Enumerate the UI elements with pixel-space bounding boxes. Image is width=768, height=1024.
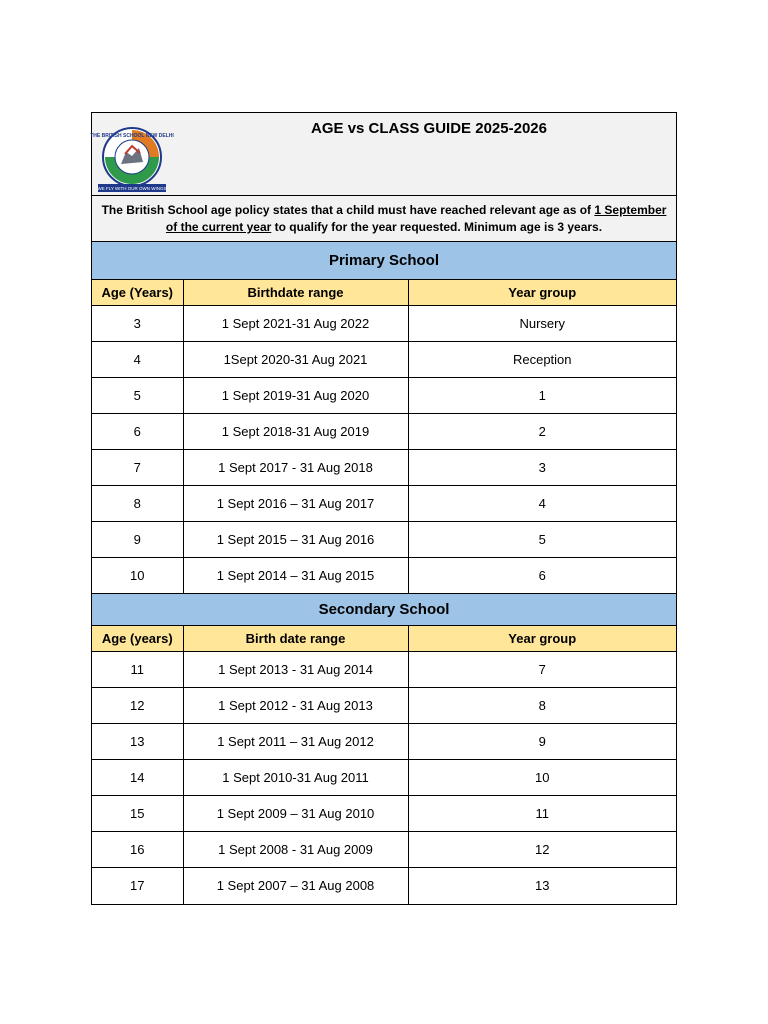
year-group-cell: 10 — [408, 760, 676, 796]
table-row — [92, 724, 676, 760]
logo-motto: WE FLY WITH OUR OWN WINGS — [97, 186, 167, 191]
year-group-cell: 12 — [408, 832, 676, 868]
birthdate-range-cell: 1 Sept 2007 – 31 Aug 2008 — [183, 868, 408, 904]
age-cell: 6 — [92, 414, 183, 450]
age-cell: 3 — [92, 306, 183, 342]
secondary-school-heading: Secondary School — [92, 594, 676, 626]
age-cell: 7 — [92, 450, 183, 486]
header — [92, 113, 676, 196]
year-group-cell: 3 — [408, 450, 676, 486]
policy-text-underlined: 1 September of the current year — [165, 203, 667, 234]
year-group-cell: 6 — [408, 558, 676, 594]
column-header-birthdate-range: Birth date range — [183, 626, 408, 652]
table-row — [92, 414, 676, 450]
year-group-cell: 11 — [408, 796, 676, 832]
table-row — [92, 342, 676, 378]
column-header-age: Age (Years) — [92, 280, 183, 306]
age-cell: 12 — [92, 688, 183, 724]
age-policy-text — [92, 196, 676, 242]
age-cell: 15 — [92, 796, 183, 832]
age-class-guide-sheet — [91, 112, 677, 905]
year-group-cell: 13 — [408, 868, 676, 904]
column-header-year-group: Year group — [408, 626, 676, 652]
age-cell: 8 — [92, 486, 183, 522]
birthdate-range-cell: 1 Sept 2015 – 31 Aug 2016 — [183, 522, 408, 558]
table-row — [92, 522, 676, 558]
birthdate-range-cell: 1 Sept 2018-31 Aug 2019 — [183, 414, 408, 450]
policy-text-part2: to qualify for the year requested. Minimum age is 3 years. — [271, 220, 603, 234]
age-cell: 16 — [92, 832, 183, 868]
logo-name: THE BRITISH SCHOOL NEW DELHI — [90, 133, 174, 139]
table-row — [92, 558, 676, 594]
age-cell: 9 — [92, 522, 183, 558]
birthdate-range-cell: 1 Sept 2009 – 31 Aug 2010 — [183, 796, 408, 832]
table-row — [92, 760, 676, 796]
age-cell: 13 — [92, 724, 183, 760]
secondary-school-table — [92, 626, 676, 904]
birthdate-range-cell: 1Sept 2020-31 Aug 2021 — [183, 342, 408, 378]
table-row — [92, 378, 676, 414]
year-group-cell: Reception — [408, 342, 676, 378]
age-cell: 4 — [92, 342, 183, 378]
age-cell: 11 — [92, 652, 183, 688]
table-row — [92, 832, 676, 868]
birthdate-range-cell: 1 Sept 2021-31 Aug 2022 — [183, 306, 408, 342]
table-row — [92, 868, 676, 904]
birthdate-range-cell: 1 Sept 2017 - 31 Aug 2018 — [183, 450, 408, 486]
year-group-cell: 2 — [408, 414, 676, 450]
primary-school-table — [92, 280, 676, 594]
birthdate-range-cell: 1 Sept 2008 - 31 Aug 2009 — [183, 832, 408, 868]
table-header-row — [92, 626, 676, 652]
year-group-cell: 4 — [408, 486, 676, 522]
birthdate-range-cell: 1 Sept 2014 – 31 Aug 2015 — [183, 558, 408, 594]
age-cell: 14 — [92, 760, 183, 796]
year-group-cell: 9 — [408, 724, 676, 760]
column-header-age: Age (years) — [92, 626, 183, 652]
page-title: AGE vs CLASS GUIDE 2025-2026 — [311, 120, 547, 137]
year-group-cell: 1 — [408, 378, 676, 414]
column-header-birthdate-range: Birthdate range — [183, 280, 408, 306]
policy-text-part1: The British School age policy states that a child must have reached relevant age as of — [101, 203, 595, 217]
primary-school-heading: Primary School — [92, 242, 676, 280]
table-row — [92, 486, 676, 522]
table-header-row — [92, 280, 676, 306]
birthdate-range-cell: 1 Sept 2019-31 Aug 2020 — [183, 378, 408, 414]
birthdate-range-cell: 1 Sept 2010-31 Aug 2011 — [183, 760, 408, 796]
birthdate-range-cell: 1 Sept 2016 – 31 Aug 2017 — [183, 486, 408, 522]
table-row — [92, 306, 676, 342]
table-row — [92, 688, 676, 724]
year-group-cell: 5 — [408, 522, 676, 558]
age-cell: 5 — [92, 378, 183, 414]
age-cell: 10 — [92, 558, 183, 594]
table-row — [92, 796, 676, 832]
age-cell: 17 — [130, 878, 145, 894]
table-row — [92, 450, 676, 486]
column-header-year-group: Year group — [408, 280, 676, 306]
birthdate-range-cell: 1 Sept 2012 - 31 Aug 2013 — [183, 688, 408, 724]
year-group-cell: 7 — [408, 652, 676, 688]
table-row — [92, 652, 676, 688]
birthdate-range-cell: 1 Sept 2013 - 31 Aug 2014 — [183, 652, 408, 688]
year-group-cell: Nursery — [408, 306, 676, 342]
birthdate-range-cell: 1 Sept 2011 – 31 Aug 2012 — [183, 724, 408, 760]
year-group-cell: 8 — [408, 688, 676, 724]
